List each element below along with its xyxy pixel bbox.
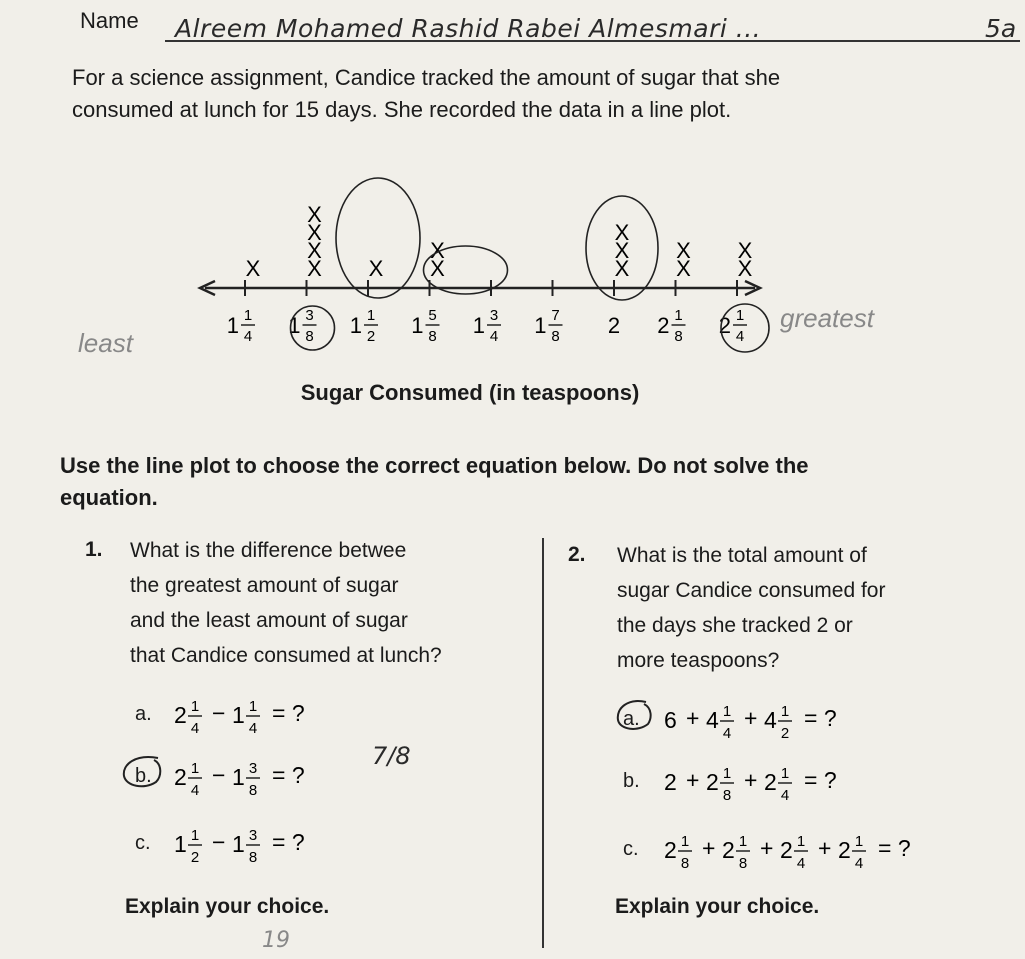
tick-label	[534, 307, 562, 345]
svg-text:+: +	[744, 767, 758, 793]
svg-text:2: 2	[607, 313, 621, 338]
svg-text:= ?: = ?	[804, 705, 837, 731]
svg-text:2: 2	[838, 837, 851, 863]
svg-text:4: 4	[706, 707, 719, 733]
plot-x-mark: X	[614, 256, 630, 281]
plot-title: Sugar Consumed (in teaspoons)	[300, 380, 640, 405]
q1-option-b-equation[interactable]	[170, 750, 510, 800]
mixed-number	[764, 703, 792, 742]
q2-option-c-letter: c.	[623, 838, 639, 860]
mixed-number	[722, 833, 750, 872]
svg-text:1: 1	[722, 765, 732, 782]
svg-text:2: 2	[174, 764, 187, 790]
svg-text:2: 2	[706, 769, 719, 795]
svg-text:8: 8	[428, 328, 437, 345]
tick-label	[608, 313, 620, 338]
q1-line: the greatest amount of sugar	[130, 574, 399, 597]
q2-option-a-equation[interactable]	[660, 693, 1010, 743]
svg-text:3: 3	[489, 307, 499, 324]
svg-text:2: 2	[190, 849, 200, 866]
svg-text:2: 2	[664, 769, 677, 795]
least-annotation: least	[78, 328, 133, 358]
svg-text:1: 1	[534, 313, 547, 338]
q1-line: that Candice consumed at lunch?	[130, 644, 442, 667]
svg-text:1: 1	[226, 313, 239, 338]
q1-explain-label: Explain your choice.	[125, 895, 330, 918]
svg-text:= ?: = ?	[272, 829, 305, 855]
plot-x-mark: X	[737, 256, 753, 281]
svg-text:−: −	[212, 700, 226, 726]
plot-x-mark: X	[368, 256, 384, 281]
tick-label	[411, 307, 439, 345]
selected-answer-circle	[118, 752, 168, 792]
svg-text:1: 1	[190, 698, 200, 715]
plot-x-mark: X	[245, 256, 261, 281]
svg-text:1: 1	[248, 698, 258, 715]
svg-text:1: 1	[680, 833, 690, 850]
svg-text:1: 1	[411, 313, 424, 338]
svg-text:+: +	[744, 705, 758, 731]
svg-text:2: 2	[764, 769, 777, 795]
q2-line: sugar Candice consumed for	[617, 579, 886, 602]
svg-text:1: 1	[738, 833, 748, 850]
q1-option-c-letter: c.	[135, 832, 151, 854]
svg-text:= ?: = ?	[272, 762, 305, 788]
q1-handwritten-note: 7/8	[372, 742, 411, 770]
greatest-annotation: greatest	[780, 303, 874, 333]
q2-explain-label: Explain your choice.	[615, 895, 820, 918]
tick-label	[473, 307, 501, 345]
svg-text:4: 4	[735, 328, 745, 345]
plot-x-mark: X	[307, 256, 322, 281]
svg-text:1: 1	[472, 313, 485, 338]
svg-text:2: 2	[780, 725, 790, 742]
plot-x-mark: X	[430, 256, 445, 281]
svg-text:−: −	[212, 762, 226, 788]
svg-text:1: 1	[735, 307, 745, 324]
mixed-number	[232, 698, 260, 737]
q2-number: 2.	[568, 543, 586, 566]
svg-text:4: 4	[854, 855, 864, 872]
svg-text:1: 1	[854, 833, 864, 850]
student-name-handwritten: Alreem Mohamed Rashid Rabei Almesmari ...	[175, 14, 762, 43]
svg-text:3: 3	[248, 760, 258, 777]
svg-text:4: 4	[190, 782, 200, 799]
svg-text:= ?: = ?	[878, 835, 911, 861]
svg-text:1: 1	[232, 764, 245, 790]
problem-intro: For a science assignment, Candice tracked the amount of sugar that she consumed at lunch for 15 days. She recorded the data in a line plot.	[72, 65, 781, 122]
tick-label	[288, 307, 316, 345]
svg-text:1: 1	[780, 703, 790, 720]
mixed-number	[664, 833, 692, 872]
svg-text:4: 4	[190, 720, 200, 737]
svg-text:1: 1	[232, 831, 245, 857]
plot-x-mark: X	[614, 220, 630, 245]
svg-text:4: 4	[489, 328, 499, 345]
svg-text:1: 1	[349, 313, 362, 338]
svg-text:1: 1	[288, 313, 301, 338]
svg-text:= ?: = ?	[804, 767, 837, 793]
svg-text:1: 1	[674, 307, 683, 324]
svg-text:8: 8	[248, 782, 258, 799]
footer-scribble: 19	[262, 928, 290, 953]
svg-text:+: +	[686, 767, 700, 793]
svg-text:−: −	[212, 829, 226, 855]
svg-text:8: 8	[248, 849, 258, 866]
q2-option-b-equation[interactable]	[660, 755, 1010, 805]
mixed-number	[706, 765, 734, 804]
svg-text:8: 8	[680, 855, 690, 872]
svg-text:3: 3	[305, 307, 314, 324]
svg-text:3: 3	[248, 827, 258, 844]
svg-text:1: 1	[190, 827, 200, 844]
svg-text:1: 1	[190, 760, 200, 777]
svg-text:+: +	[760, 835, 774, 861]
svg-text:2: 2	[366, 328, 376, 345]
line-plot	[0, 150, 1025, 380]
svg-text:1: 1	[232, 702, 245, 728]
tick-label	[350, 307, 378, 345]
svg-text:4: 4	[722, 725, 732, 742]
svg-text:8: 8	[305, 328, 314, 345]
svg-text:5: 5	[428, 307, 437, 324]
svg-text:2: 2	[780, 837, 793, 863]
mixed-number	[706, 703, 734, 742]
svg-text:4: 4	[248, 720, 258, 737]
svg-text:8: 8	[674, 328, 683, 345]
svg-text:+: +	[702, 835, 716, 861]
q2-line: What is the total amount of	[617, 544, 867, 567]
column-divider	[542, 538, 544, 948]
svg-text:8: 8	[551, 328, 560, 345]
tick-label	[657, 307, 685, 345]
q1-option-a-letter: a.	[135, 703, 152, 725]
name-label: Name	[80, 8, 139, 33]
instruction-text: Use the line plot to choose the correct equation below. Do not solve the equation.	[60, 453, 809, 510]
q2-option-a-letter: a.	[623, 708, 640, 730]
class-code-handwritten: 5a	[985, 14, 1017, 43]
svg-text:2: 2	[657, 313, 670, 338]
mixed-number	[838, 833, 866, 872]
svg-text:1: 1	[243, 307, 253, 324]
mixed-number	[780, 833, 808, 872]
svg-text:4: 4	[780, 787, 790, 804]
q1-line: and the least amount of sugar	[130, 609, 408, 632]
plot-x-mark: X	[430, 238, 445, 263]
svg-text:2: 2	[722, 837, 735, 863]
q2-line: the days she tracked 2 or	[617, 614, 853, 637]
q2-option-c-equation[interactable]	[660, 823, 1010, 873]
svg-text:4: 4	[764, 707, 777, 733]
plot-x-mark: X	[676, 256, 691, 281]
q1-text	[130, 533, 535, 673]
svg-text:4: 4	[243, 328, 253, 345]
svg-text:1: 1	[796, 833, 806, 850]
q2-option-b-letter: b.	[623, 770, 640, 792]
plot-x-mark: X	[307, 238, 322, 263]
svg-text:7: 7	[551, 307, 560, 324]
plot-x-mark: X	[676, 238, 691, 263]
plot-x-mark: X	[737, 238, 753, 263]
mixed-number	[232, 760, 260, 799]
mixed-number	[232, 827, 260, 866]
selected-answer-circle	[610, 696, 660, 736]
svg-text:8: 8	[722, 787, 732, 804]
svg-text:1: 1	[722, 703, 732, 720]
q1-option-c-equation[interactable]	[170, 817, 510, 867]
mixed-number	[174, 760, 202, 799]
svg-text:+: +	[686, 705, 700, 731]
svg-text:1: 1	[174, 831, 187, 857]
q2-text	[617, 538, 1017, 678]
plot-x-mark: X	[614, 238, 630, 263]
svg-text:1: 1	[780, 765, 790, 782]
svg-text:2: 2	[174, 702, 187, 728]
plot-x-mark: X	[307, 202, 322, 227]
svg-text:8: 8	[738, 855, 748, 872]
svg-text:2: 2	[664, 837, 677, 863]
svg-text:4: 4	[796, 855, 806, 872]
svg-text:6: 6	[664, 707, 677, 733]
tick-label	[227, 307, 255, 345]
svg-text:1: 1	[366, 307, 376, 324]
svg-text:2: 2	[718, 313, 731, 338]
mixed-number	[174, 827, 202, 866]
q1-option-a-equation[interactable]	[170, 688, 510, 738]
q2-line: more teaspoons?	[617, 649, 780, 672]
q1-number: 1.	[85, 538, 103, 561]
mixed-number	[764, 765, 792, 804]
q1-option-b-letter: b.	[135, 765, 152, 787]
svg-text:= ?: = ?	[272, 700, 305, 726]
mixed-number	[174, 698, 202, 737]
q1-line: What is the difference betwee	[130, 539, 407, 562]
plot-x-mark: X	[307, 220, 322, 245]
svg-text:+: +	[818, 835, 832, 861]
